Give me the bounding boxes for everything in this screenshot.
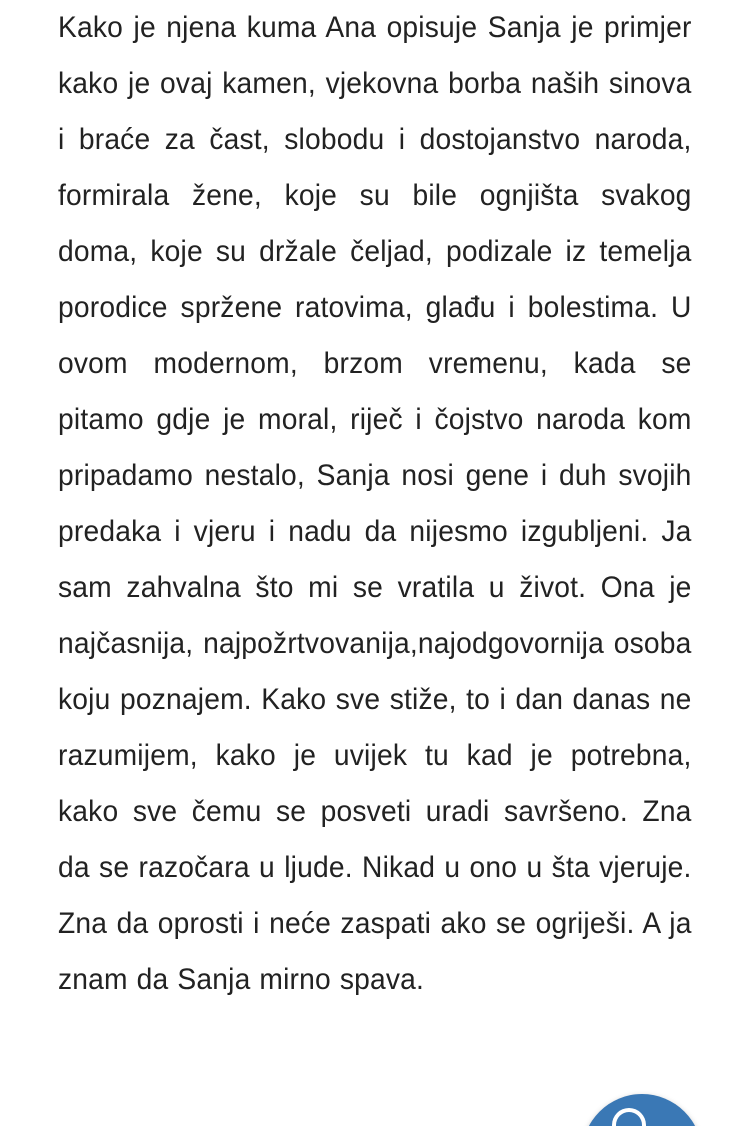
article-paragraph: Kako je njena kuma Ana opisuje Sanja je primjer kako je ovaj kamen, vjekovna borba naših sinova i braće za čast, slobodu i dostojanstvo naroda, formirala žene, koje su bile ognjišta svakog doma, koje su držale čeljad, podizale iz temelja porodice spržene ratovima, glađu i bolestima. U ovom modernom, brzom vremenu, kada se pitamo gdje je moral, riječ i čojstvo naroda kom pripadamo nestalo, Sanja nosi gene i duh svojih predaka i vjeru i nadu da nijesmo izgubljeni. Ja sam zahvalna što mi se vratila u život. Ona je najčasnija, najpožrtvovanija,najodgovornija osoba koju poznajem. Kako sve stiže, to i dan danas ne razumijem, kako je uvijek tu kad je potrebna, kako sve čemu se posveti uradi savršeno. Zna da se razočara u ljude. Nikad u ono u šta vjeruje. Zna da oprosti i neće zaspati ako se ogriješi. A ja znam da Sanja mirno spava. — [58, 11, 692, 996]
chat-bubble-icon — [612, 1108, 646, 1126]
floating-action-button[interactable] — [582, 1094, 702, 1126]
